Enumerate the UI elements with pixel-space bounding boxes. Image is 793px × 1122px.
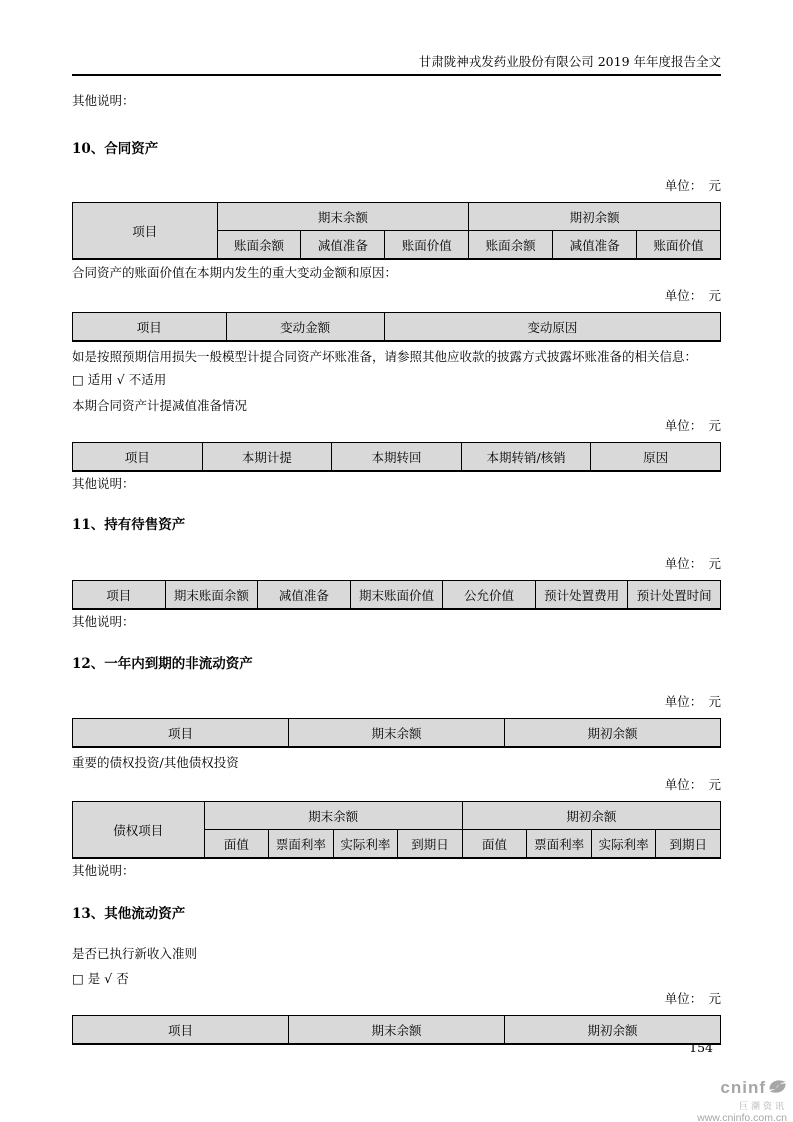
col-header-ending-balance: 期末余额 <box>289 719 505 748</box>
col-header-impairment: 减值准备 <box>553 231 637 260</box>
unit-label: 单位： 元 <box>664 777 721 792</box>
col-header-project: 项目 <box>73 719 289 748</box>
held-for-sale-assets-table <box>72 580 721 610</box>
col-header-impairment: 减值准备 <box>258 581 351 610</box>
unit-label: 单位： 元 <box>664 991 721 1006</box>
col-header-writeoff-current: 本期转销/核销 <box>461 443 591 472</box>
col-header-beginning-balance: 期初余额 <box>469 203 721 231</box>
contract-asset-balance-table <box>72 202 721 260</box>
unit-label: 单位： 元 <box>664 694 721 709</box>
col-header-project: 项目 <box>73 581 166 610</box>
table-row <box>73 802 721 830</box>
table-row <box>73 1016 721 1045</box>
page-header <box>72 0 721 76</box>
other-note-text: 其他说明： <box>72 93 135 108</box>
other-note-text: 其他说明： <box>72 614 135 629</box>
col-header-effective-rate: 实际利率 <box>333 830 398 859</box>
col-header-coupon-rate: 票面利率 <box>269 830 334 859</box>
col-header-ending-balance: 期末余额 <box>217 203 469 231</box>
col-header-ending-book-value: 期末账面价值 <box>350 581 443 610</box>
col-header-maturity-date: 到期日 <box>398 830 463 859</box>
table-row <box>73 313 721 342</box>
col-header-debt-item: 债权项目 <box>73 802 205 859</box>
col-header-change-amount: 变动金额 <box>226 313 384 342</box>
contract-asset-change-table <box>72 312 721 342</box>
col-header-project: 项目 <box>73 313 227 342</box>
expected-credit-loss-note: 如是按照预期信用损失一般模型计提合同资产坏账准备，请参照其他应收款的披露方式披露坏账准备的相关信息： <box>72 349 698 364</box>
other-current-assets-table <box>72 1015 721 1045</box>
col-header-face-value: 面值 <box>204 830 269 859</box>
unit-label: 单位： 元 <box>664 288 721 303</box>
cninfo-logo <box>697 1077 787 1122</box>
cninfo-swirl-icon <box>768 1077 787 1101</box>
col-header-ending-book-balance: 期末账面余额 <box>165 581 258 610</box>
unit-label: 单位： 元 <box>664 418 721 433</box>
page-number: 154 <box>689 1040 713 1055</box>
col-header-book-value: 账面价值 <box>637 231 721 260</box>
col-header-maturity-date: 到期日 <box>656 830 721 859</box>
col-header-estimated-disposal-time: 预计处置时间 <box>628 581 721 610</box>
col-header-project: 项目 <box>73 1016 289 1045</box>
col-header-change-reason: 变动原因 <box>384 313 720 342</box>
col-header-beginning-balance: 期初余额 <box>505 719 721 748</box>
col-header-project: 项目 <box>73 443 203 472</box>
col-header-ending-balance: 期末余额 <box>204 802 462 830</box>
col-header-provision-current: 本期计提 <box>202 443 332 472</box>
new-revenue-standard-note: 是否已执行新收入准则 <box>72 946 198 961</box>
other-note-text: 其他说明： <box>72 476 135 491</box>
noncurrent-assets-due-table <box>72 718 721 748</box>
col-header-coupon-rate: 票面利率 <box>527 830 592 859</box>
unit-label: 单位： 元 <box>664 556 721 571</box>
table-row <box>73 443 721 472</box>
col-header-estimated-disposal-cost: 预计处置费用 <box>535 581 628 610</box>
section-13-heading: 13、其他流动资产 <box>72 906 186 922</box>
section-11-heading: 11、持有待售资产 <box>72 517 186 533</box>
page-content <box>0 94 793 1045</box>
cninfo-logo-chinese: 巨潮资讯 <box>738 1100 787 1111</box>
col-header-beginning-balance: 期初余额 <box>462 802 720 830</box>
table-row <box>73 581 721 610</box>
col-header-fair-value: 公允价值 <box>443 581 536 610</box>
col-header-impairment: 减值准备 <box>301 231 385 260</box>
table-row <box>73 719 721 748</box>
col-header-book-balance: 账面余额 <box>217 231 301 260</box>
section-10-heading: 10、合同资产 <box>72 141 159 157</box>
cninfo-logo-row <box>697 1077 787 1101</box>
applicable-checkbox-line: □ 适用 √ 不适用 <box>72 372 167 387</box>
section-12-heading: 12、一年内到期的非流动资产 <box>72 656 253 672</box>
col-header-beginning-balance: 期初余额 <box>505 1016 721 1045</box>
yes-no-checkbox-line: □ 是 √ 否 <box>72 971 129 986</box>
col-header-reason: 原因 <box>591 443 721 472</box>
col-header-reversal-current: 本期转回 <box>332 443 462 472</box>
provision-note: 本期合同资产计提减值准备情况 <box>72 398 248 413</box>
cninfo-logo-text: cninf <box>720 1078 766 1098</box>
debt-investment-note: 重要的债权投资/其他债权投资 <box>72 755 239 770</box>
col-header-project: 项目 <box>73 203 218 260</box>
cninfo-logo-url: www.cninfo.com.cn <box>697 1112 787 1122</box>
debt-investment-table <box>72 801 721 859</box>
contract-asset-provision-table <box>72 442 721 472</box>
contract-asset-change-note: 合同资产的账面价值在本期内发生的重大变动金额和原因： <box>72 265 398 280</box>
other-note-text: 其他说明： <box>72 863 135 878</box>
col-header-book-value: 账面价值 <box>385 231 469 260</box>
col-header-book-balance: 账面余额 <box>469 231 553 260</box>
col-header-effective-rate: 实际利率 <box>591 830 656 859</box>
col-header-face-value: 面值 <box>462 830 527 859</box>
report-header-title: 甘肃陇神戎发药业股份有限公司 2019 年年度报告全文 <box>418 54 721 69</box>
col-header-ending-balance: 期末余额 <box>289 1016 505 1045</box>
unit-label: 单位： 元 <box>664 178 721 193</box>
table-row <box>73 203 721 231</box>
